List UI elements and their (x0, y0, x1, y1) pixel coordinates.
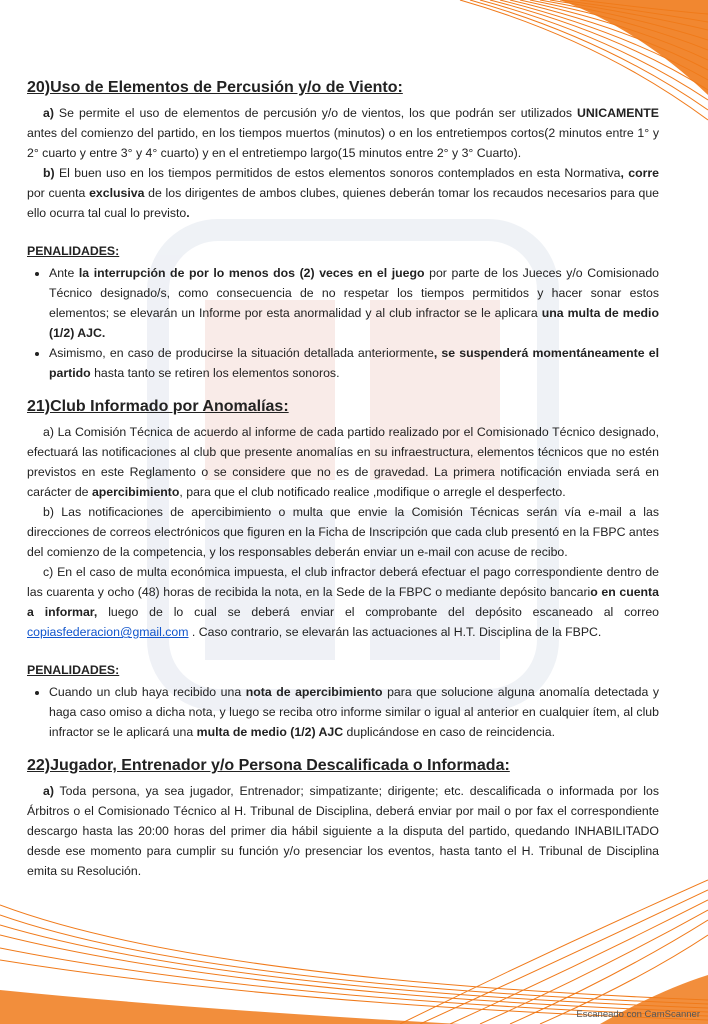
section-21-paragraph-b: b) Las notificaciones de apercibimiento o multa que envie la Comisión Técnicas serán vía e-mail a las direcciones de correos electrónicos que figuren en la Ficha de Inscripción que cada club presentó en la FBPC antes del comienzo de la competencia, y los responsables deberán enviar un e-mail con acuse de recibo. (27, 505, 659, 559)
section-22-paragraph-a: a) Toda persona, ya sea jugador, Entrenador; simpatizante; dirigente; etc. descalificada o informada por los Árbitros o el Comisionado Técnico al H. Tribunal de Disciplina, deberá enviar por mail o por fax el correspondiente descargo hasta las 20:00 horas del primer dia hábil siguiente a la disputa del partido, quedando INHABILITADO desde ese momento para cumplir su función y/o presenciar los eventos, hasta tanto el H. Tribunal de Disciplina emita su Resolución. (27, 784, 659, 878)
section-21-paragraph-a: a) La Comisión Técnica de acuerdo al informe de cada partido realizado por el Comisionado Técnico designado, efectuará las notificaciones al club que presente anomalías en su infraestructura, elementos técnicos que no estén previstos en este Reglamento o se considere que no es de gravedad. La primera notificación enviada será en carácter de apercibimiento, para que el club notificado realice ,modifique o arregle el desperfecto. (27, 425, 659, 499)
section-21-paragraph-c: c) En el caso de multa económica impuesta, el club infractor deberá efectuar el pago correspondiente dentro de las cuarenta y ocho (48) horas de recibida la nota, en la Sede de la FBPC o mediante depósito bancario en cuenta a informar, luego de lo cual se deberá enviar el comprobante del depósito escaneado al correo copiasfederacion@gmail.com . Caso contrario, se elevarán las actuaciones al H.T. Disciplina de la FBPC. (27, 565, 659, 639)
section-20-paragraph-b: b) El buen uso en los tiempos permitidos de estos elementos sonoros contemplados en esta Normativa, corre por cuenta exclusiva de los dirigentes de ambos clubes, quienes deberán tomar los recaudos necesarios para que ello ocurra tal cual lo previsto. (27, 166, 660, 220)
section-20-penalties-list (27, 263, 659, 383)
section-21-penalties-heading: PENALIDADES: (27, 663, 120, 677)
list-item: • Asimismo, en caso de producirse la situación detallada anteriormente, se suspenderá momentáneamente el partido hasta tanto se retiren los elementos sonoros. (49, 343, 659, 383)
section-20-title: 20)Uso de Elementos de Percusión y/o de Viento: (27, 79, 403, 96)
list-item: • Cuando un club haya recibido una nota de apercibimiento para que solucione alguna anomalía detectada y haga caso omiso a dicha nota, y luego se reciba otro informe similar o igual al anterior en cualquier ítem, al club infractor se le aplicará una multa de medio (1/2) AJC duplicándose en caso de reincidencia. (49, 682, 659, 742)
document-page (27, 76, 659, 881)
scanner-watermark-text: Escaneado con CamScanner (576, 1009, 700, 1020)
section-21-penalties-list (27, 682, 659, 742)
section-22-title: 22)Jugador, Entrenador y/o Persona Descalificada o Informada: (27, 757, 510, 774)
list-item: • Ante la interrupción de por lo menos dos (2) veces en el juego por parte de los Jueces y/o Comisionado Técnico designado/s, como consecuencia de no respetar los tiempos permitidos y hacer sonar estos elementos; se elevarán un Informe por esta anormalidad y al club infractor se le aplicara una multa de medio (1/2) AJC. (49, 263, 659, 343)
section-20-paragraph-a: a) Se permite el uso de elementos de percusión y/o de vientos, los que podrán ser utilizados UNICAMENTE antes del comienzo del partido, en los tiempos muertos (minutos) o en los entretiempos cortos(2 minutos entre 1° y 2° cuarto y entre 3° y 4° cuarto) y en el entretiempo largo(15 minutos entre 2° y 3° Cuarto). (27, 106, 659, 160)
section-20-penalties-heading: PENALIDADES: (27, 244, 120, 258)
section-21-title: 21)Club Informado por Anomalías: (27, 398, 289, 415)
email-link[interactable]: copiasfederacion@gmail.com (27, 625, 189, 639)
